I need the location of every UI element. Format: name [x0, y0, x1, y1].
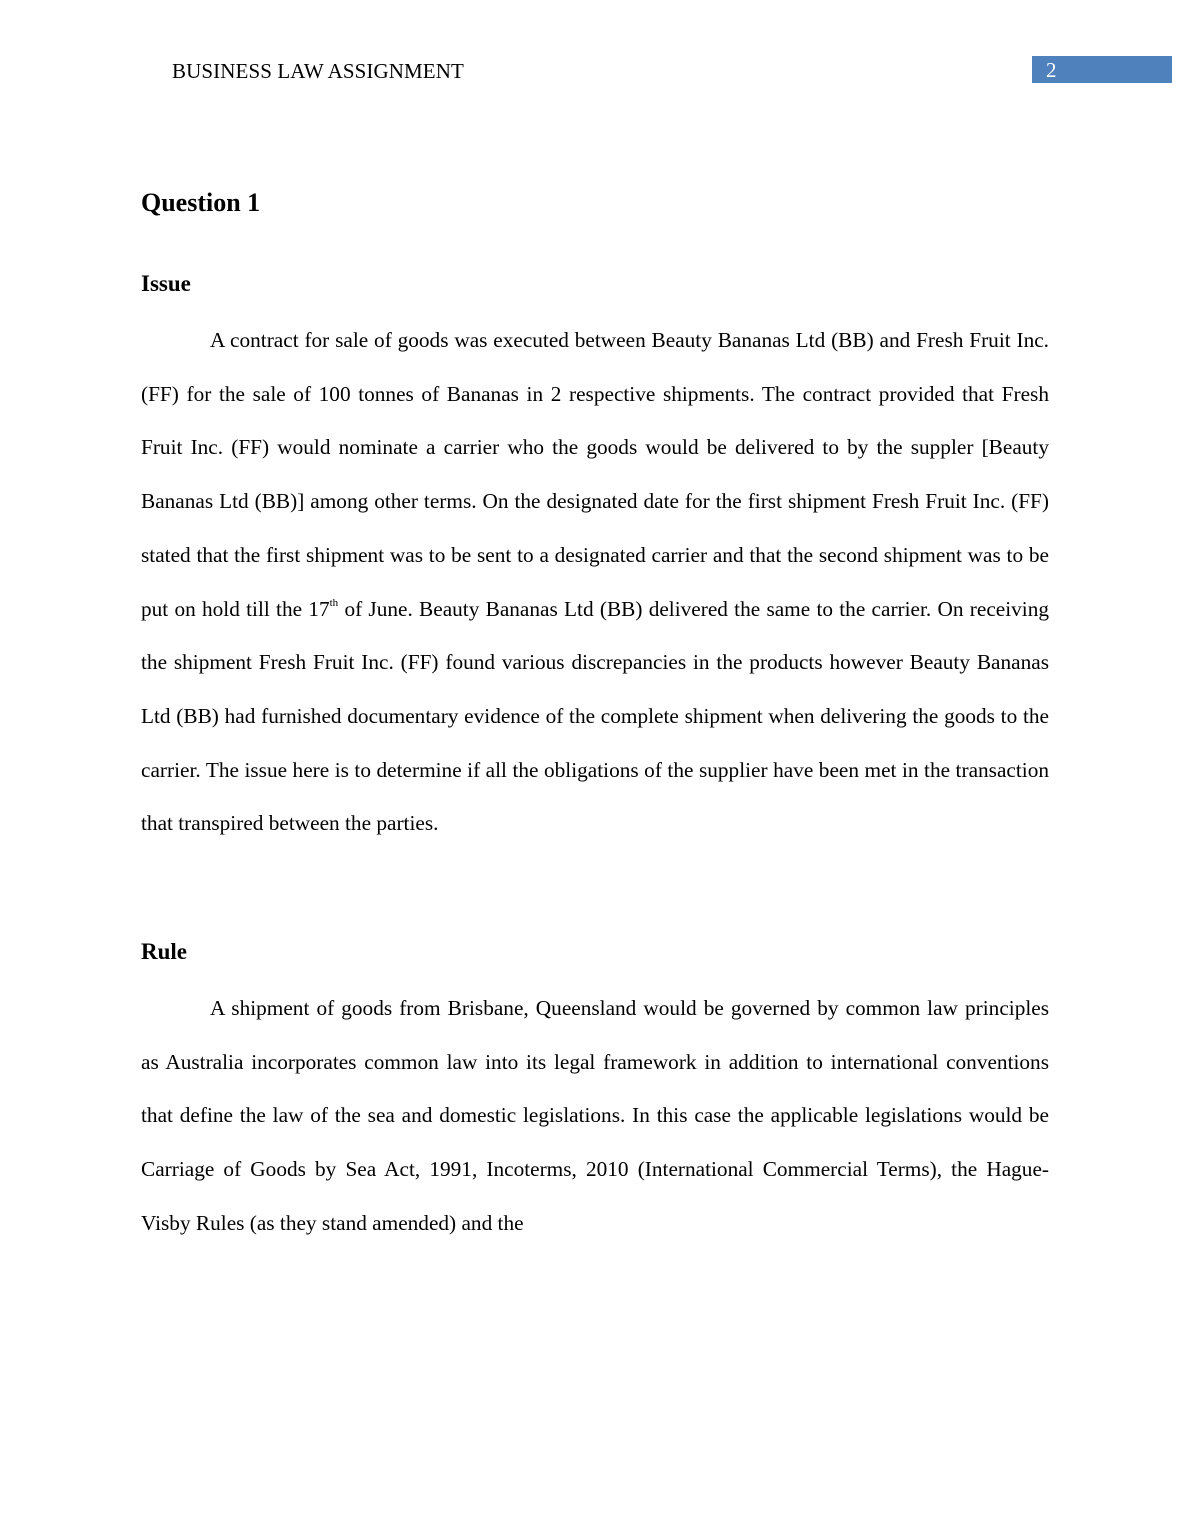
issue-paragraph-text-end: of June. Beauty Bananas Ltd (BB) delivered the same to the carrier. On receiving the shipment Fresh Fruit Inc. (FF) found various discrepancies in the products however Beauty Bananas Ltd (BB) had furnished documentary evidence of the complete shipment when delivering the goods to the carrier. The issue here is to determine if all the obligations of the supplier have been met in the transaction that transpired between the parties. [141, 596, 1050, 836]
question-heading: Question 1 [141, 188, 261, 217]
running-header-title: BUSINESS LAW ASSIGNMENT [172, 59, 464, 83]
ordinal-suffix: th [329, 596, 339, 609]
page-number: 2 [1046, 58, 1057, 82]
issue-heading: Issue [141, 271, 191, 296]
rule-heading: Rule [141, 939, 187, 964]
page-number-badge [1032, 56, 1172, 83]
rule-paragraph: A shipment of goods from Brisbane, Queensland would be governed by common law principles as Australia incorporates common law into its legal framework in addition to international conventions that define the law of the sea and domestic legislations. In this case the applicable legislations would be Carriage of Goods by Sea Act, 1991, Incoterms, 2010 (International Commercial Terms), the Hague-Visby Rules (as they stand amended) and the [141, 996, 1049, 1235]
issue-paragraph-text-start: A contract for sale of goods was executed between Beauty Bananas Ltd (BB) and Fresh Fruit Inc. (FF) for the sale of 100 tonnes of Bananas in 2 respective shipments. The contract provided that Fresh Fruit Inc. (FF) would nominate a carrier who the goods would be delivered to by the suppler [Beauty Bananas Ltd (BB)] among other terms. On the designated date for the first shipment Fresh Fruit Inc. (FF) stated that the first shipment was to be sent to a designated carrier and that the second shipment was to be put on hold till the 17 [141, 328, 1049, 621]
issue-paragraph [141, 314, 1049, 851]
